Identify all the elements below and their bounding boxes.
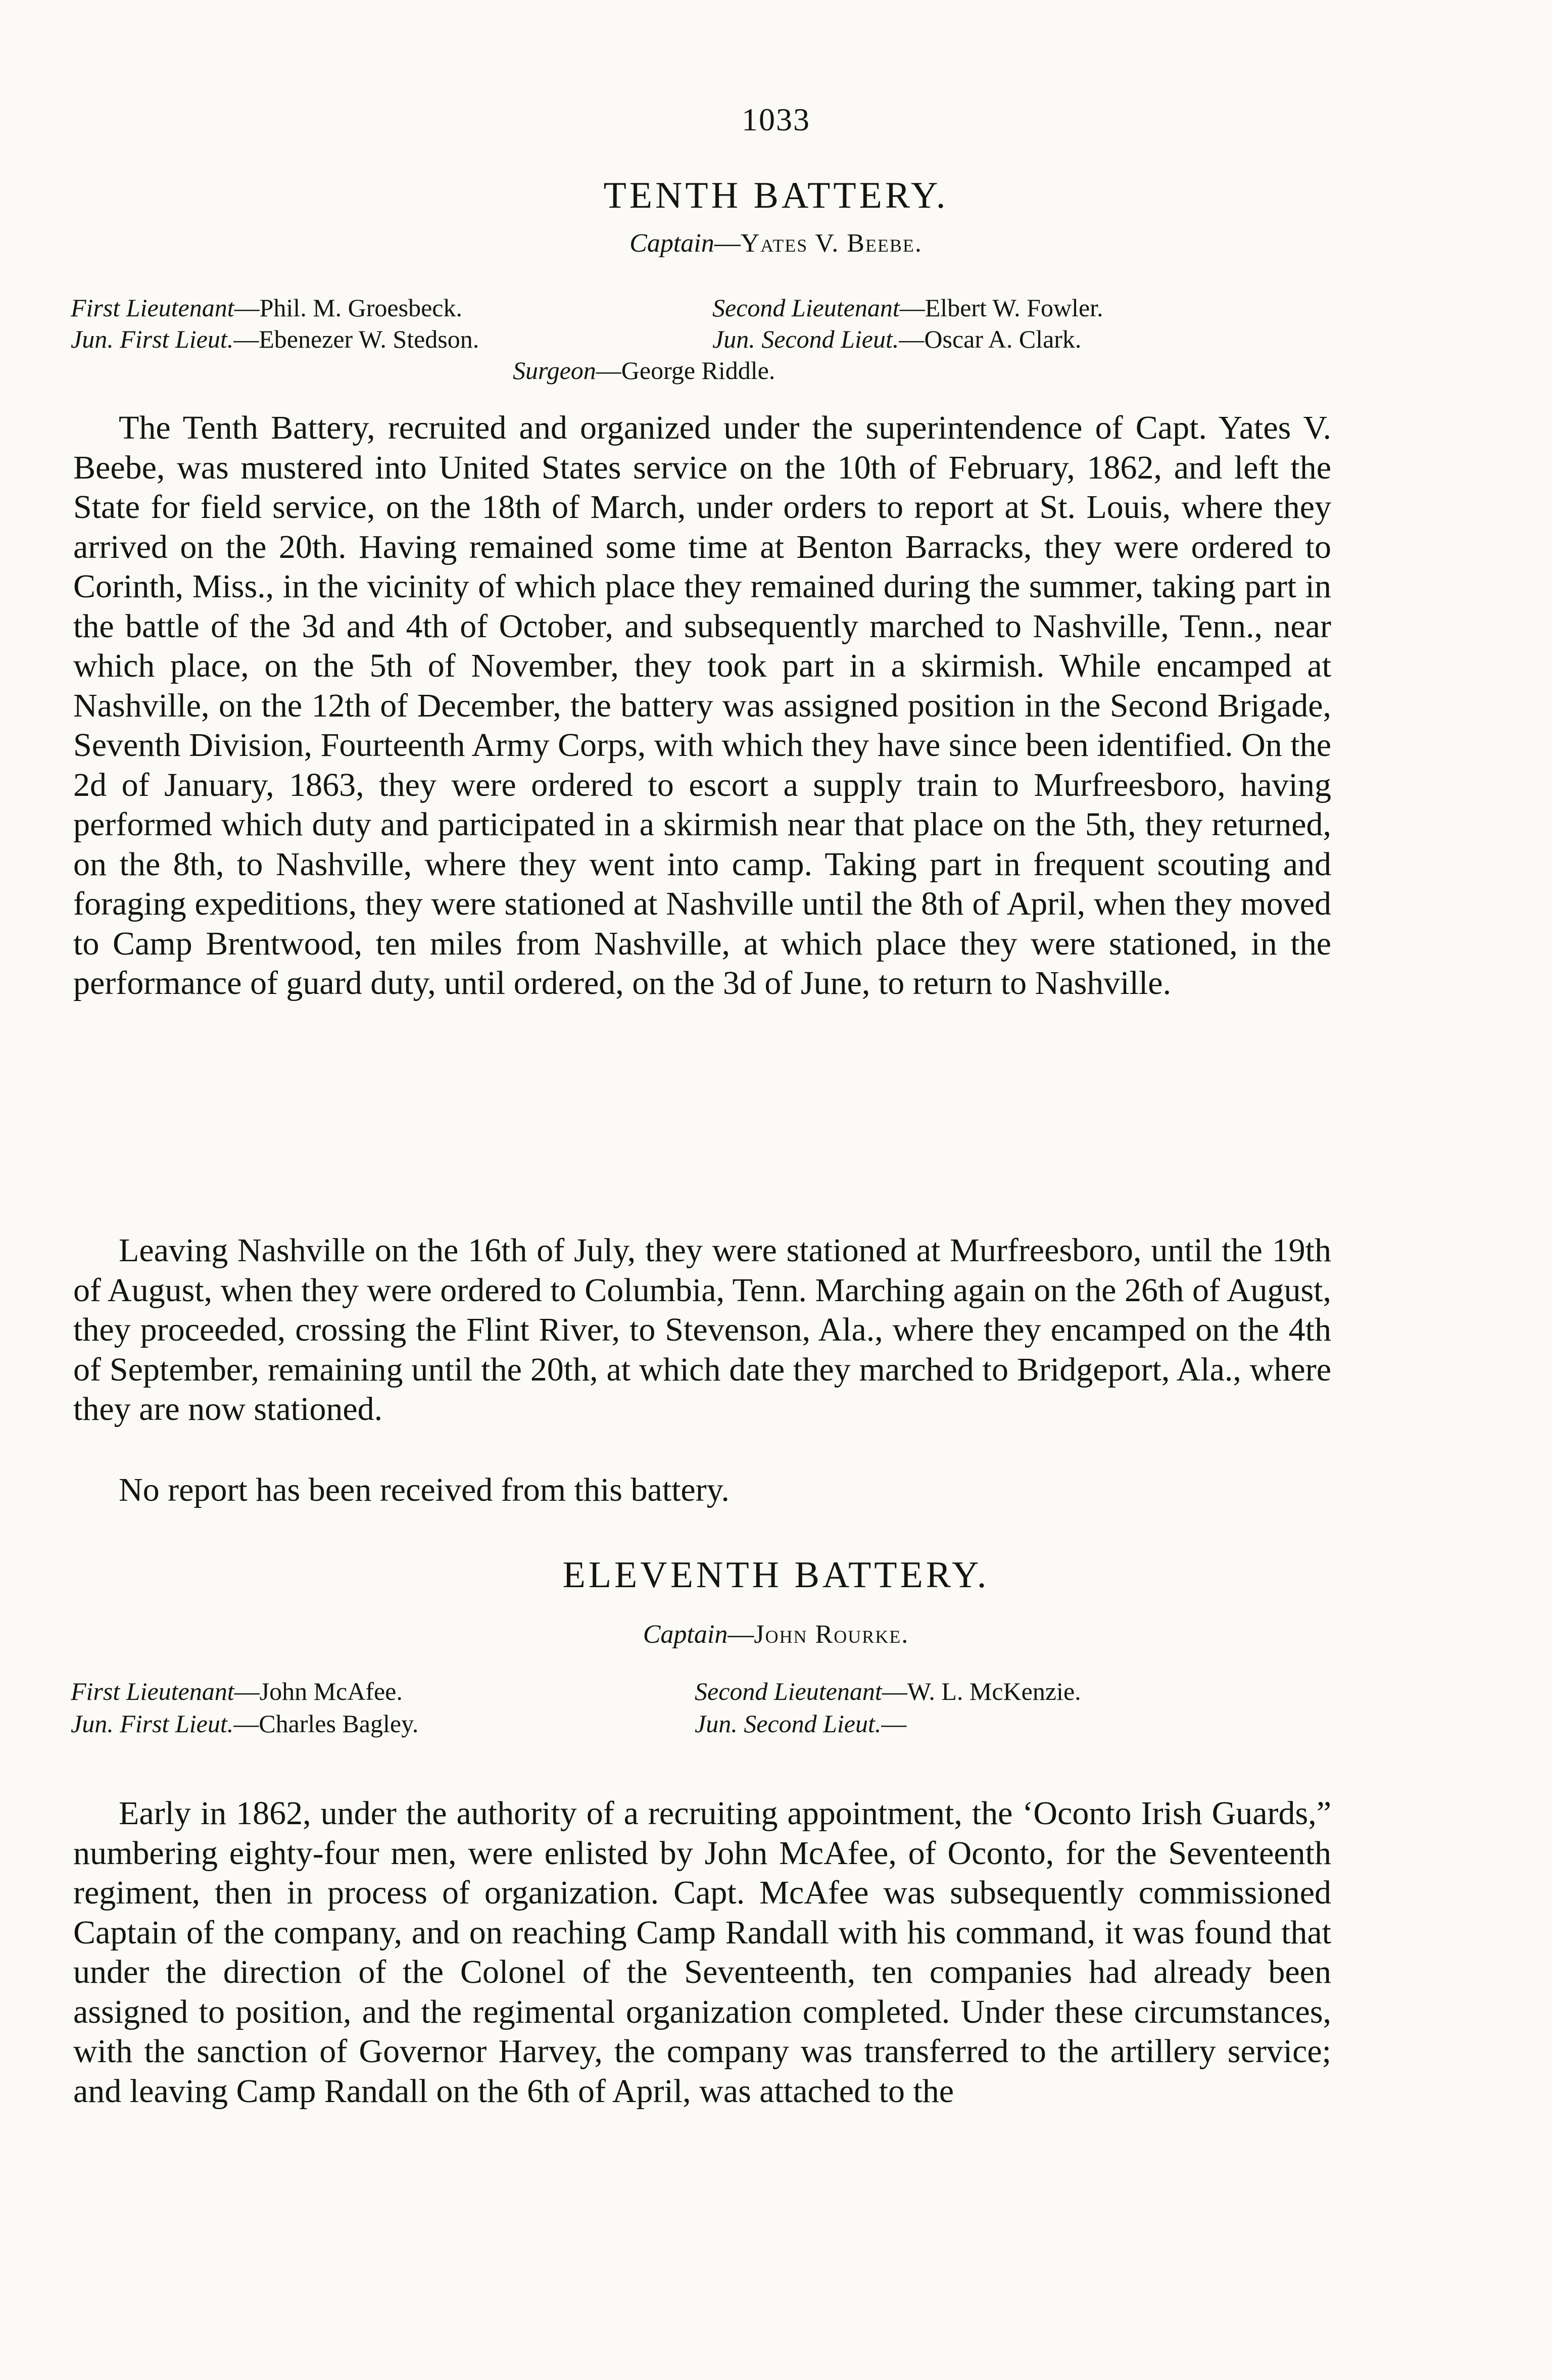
tenth-battery-heading: TENTH BATTERY. bbox=[603, 175, 949, 216]
page-number: 1033 bbox=[742, 102, 810, 137]
eleventh-captain: Captain—John Rourke. bbox=[643, 1620, 909, 1649]
tenth-paragraph-1: The Tenth Battery, recruited and organized under the superintendence of Capt. Yates V. Beebe, was mustered into United States service on the 10th of February, 1862, and left the State for field service, on the 18th of March, under orders to report at St. Louis, where they arrived on the 20th. Having remained some time at Benton Barracks, they were ordered to Corinth, Miss., in the vicinity of which place they remained during the summer, taking part in the battle of the 3d and 4th of October, and subsequently marched to Nashville, Tenn., near which place, on the 5th of November, they took part in a skirmish. While encamped at Nashville, on the 12th of December, the battery was assigned position in the Second Brigade, Seventh Division, Fourteenth Army Corps, with which they have since been identified. On the 2d of January, 1863, they were ordered to escort a supply train to Murfreesboro, having performed which duty and participated in a skirmish near that place on the 5th, they returned, on the 8th, to Nashville, where they went into camp. Taking part in frequent scouting and foraging expeditions, they were stationed at Nashville until the 8th of April, when they moved to Camp Brentwood, ten miles from Nashville, at which place they were stationed, in the performance of guard duty, until ordered, on the 3d of June, to return to Nashville. bbox=[73, 409, 1331, 1002]
eleventh-second-lieutenant: Second Lieutenant—W. L. McKenzie. bbox=[695, 1677, 1081, 1705]
tenth-paragraph-3: No report has been received from this battery. bbox=[119, 1471, 730, 1508]
eleventh-jun-first-lieutenant: Jun. First Lieut.—Charles Bagley. bbox=[71, 1709, 419, 1738]
tenth-first-lieutenant: First Lieutenant—Phil. M. Groesbeck. bbox=[71, 294, 462, 322]
tenth-second-lieutenant: Second Lieutenant—Elbert W. Fowler. bbox=[712, 294, 1103, 322]
tenth-jun-second-lieutenant: Jun. Second Lieut.—Oscar A. Clark. bbox=[712, 325, 1082, 353]
tenth-captain-name: Yates V. Beebe. bbox=[740, 229, 923, 258]
eleventh-captain-role: Captain bbox=[643, 1620, 728, 1649]
eleventh-jun-second-lieutenant: Jun. Second Lieut.— bbox=[695, 1709, 907, 1738]
tenth-jun-first-lieutenant: Jun. First Lieut.—Ebenezer W. Stedson. bbox=[71, 325, 479, 353]
tenth-paragraph-2: Leaving Nashville on the 16th of July, they were stationed at Murfreesboro, until the 19th of August, when they were ordered to Columbia, Tenn. Marching again on the 26th of August, they proceeded, crossing the Flint River, to Stevenson, Ala., where they encamped on the 4th of September, remaining until the 20th, at which date they marched to Bridgeport, Ala., where they are now stationed. bbox=[73, 1232, 1331, 1427]
eleventh-captain-name: John Rourke. bbox=[754, 1620, 909, 1649]
eleventh-paragraph-1: Early in 1862, under the authority of a recruiting appointment, the ‘Oconto Irish Guards,” numbering eighty-four men, were enlisted by John McAfee, of Oconto, for the Seventeenth regiment, then in process of organization. Capt. McAfee was subsequently commissioned Captain of the company, and on reaching Camp Randall with his command, it was found that under the direction of the Colonel of the Seventeenth, ten companies had already been assigned to position, and the regimental organization completed. Under these circumstances, with the sanction of Governor Harvey, the company was transferred to the artillery service; and leaving Camp Randall on the 6th of April, was attached to the bbox=[73, 1795, 1331, 2110]
tenth-captain: Captain—Yates V. Beebe. bbox=[629, 229, 923, 258]
eleventh-battery-heading: ELEVENTH BATTERY. bbox=[562, 1554, 990, 1596]
eleventh-first-lieutenant: First Lieutenant—John McAfee. bbox=[71, 1677, 403, 1705]
tenth-surgeon: Surgeon—George Riddle. bbox=[513, 356, 775, 385]
tenth-captain-role: Captain bbox=[629, 229, 714, 258]
